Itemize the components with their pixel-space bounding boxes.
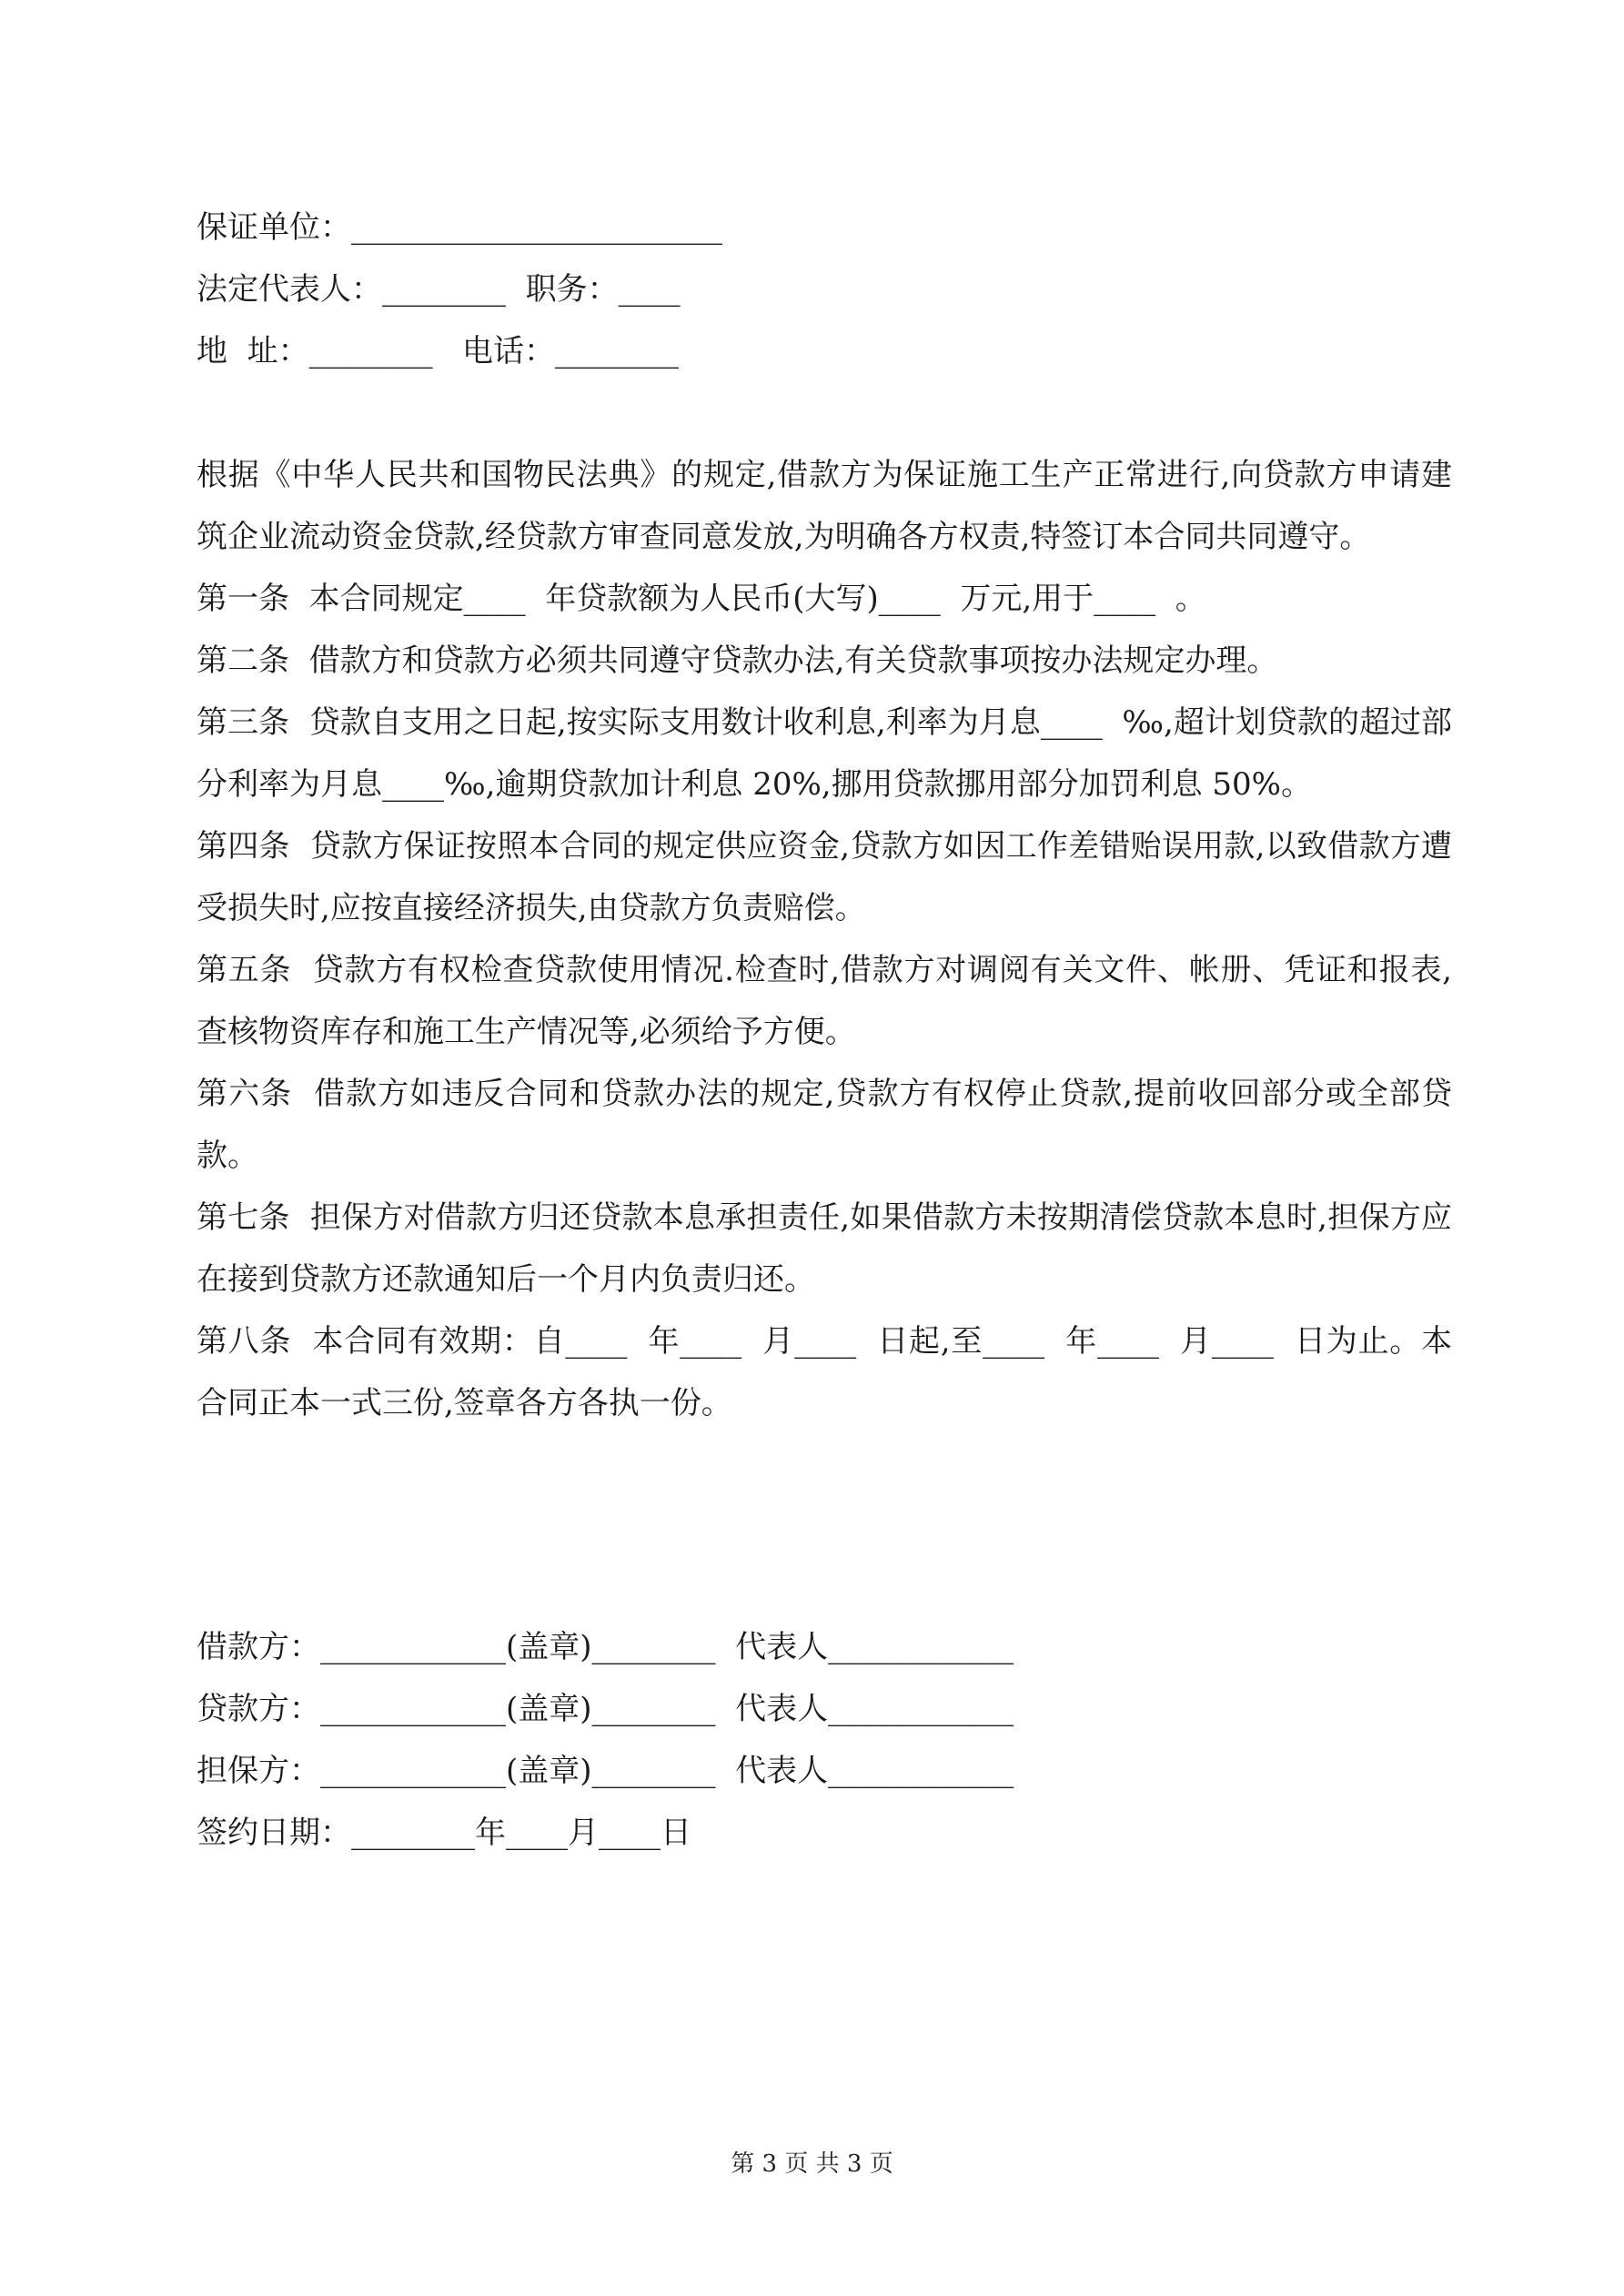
article-7: 第七条 担保方对借款方归还贷款本息承担责任,如果借款方未按期清偿贷款本息时,担保方应在接到贷款方还款通知后一个月内负责归还。 bbox=[197, 1199, 1452, 1298]
article-6: 第六条 借款方如违反合同和贷款办法的规定,贷款方有权停止贷款,提前收回部分或全部贷款。 bbox=[197, 1076, 1452, 1174]
lender-signature-line: 贷款方：____________(盖章)________ 代表人____________ bbox=[197, 1691, 1014, 1727]
signature-block bbox=[197, 1616, 1452, 1864]
article-8: 第八条 本合同有效期：自____ 年____ 月____ 日起,至____ 年____ 月____ 日为止。本合同正本一式三份,签章各方各执一份。 bbox=[197, 1323, 1452, 1421]
legal-representative-line: 法定代表人：________ 职务：____ bbox=[197, 271, 681, 308]
guarantor-info bbox=[197, 197, 1452, 382]
contract-body bbox=[197, 444, 1452, 1434]
guarantor-signature-line: 担保方：____________(盖章)________ 代表人____________ bbox=[197, 1753, 1014, 1789]
guarantor-unit-line: 保证单位：________________________ bbox=[197, 209, 722, 246]
address-phone-line: 地 址：________ 电话：________ bbox=[197, 333, 680, 369]
article-3: 第三条 贷款自支用之日起,按实际支用数计收利息,利率为月息____ ‰,超计划贷款的超过部分利率为月息____‰,逾期贷款加计利息 20%,挪用贷款挪用部分加罚利息 50%。 bbox=[197, 704, 1452, 803]
preamble-paragraph: 根据《中华人民共和国物民法典》的规定,借款方为保证施工生产正常进行,向贷款方申请建筑企业流动资金贷款,经贷款方审查同意发放,为明确各方权责,特签订本合同共同遵守。 bbox=[197, 457, 1452, 555]
signing-date-line: 签约日期：________年____月____日 bbox=[197, 1815, 691, 1851]
borrower-signature-line: 借款方：____________(盖章)________ 代表人____________ bbox=[197, 1629, 1014, 1665]
article-5: 第五条 贷款方有权检查贷款使用情况.检查时,借款方对调阅有关文件、帐册、凭证和报表,查核物资库存和施工生产情况等,必须给予方便。 bbox=[197, 952, 1452, 1050]
article-1: 第一条 本合同规定____ 年贷款额为人民币(大写)____ 万元,用于____ 。 bbox=[197, 581, 1206, 617]
article-4: 第四条 贷款方保证按照本合同的规定供应资金,贷款方如因工作差错贻误用款,以致借款方遭受损失时,应按直接经济损失,由贷款方负责赔偿。 bbox=[197, 828, 1452, 926]
page-number-footer: 第 3 页 共 3 页 bbox=[731, 2150, 893, 2178]
article-2: 第二条 借款方和贷款方必须共同遵守贷款办法,有关贷款事项按办法规定办理。 bbox=[197, 642, 1278, 679]
